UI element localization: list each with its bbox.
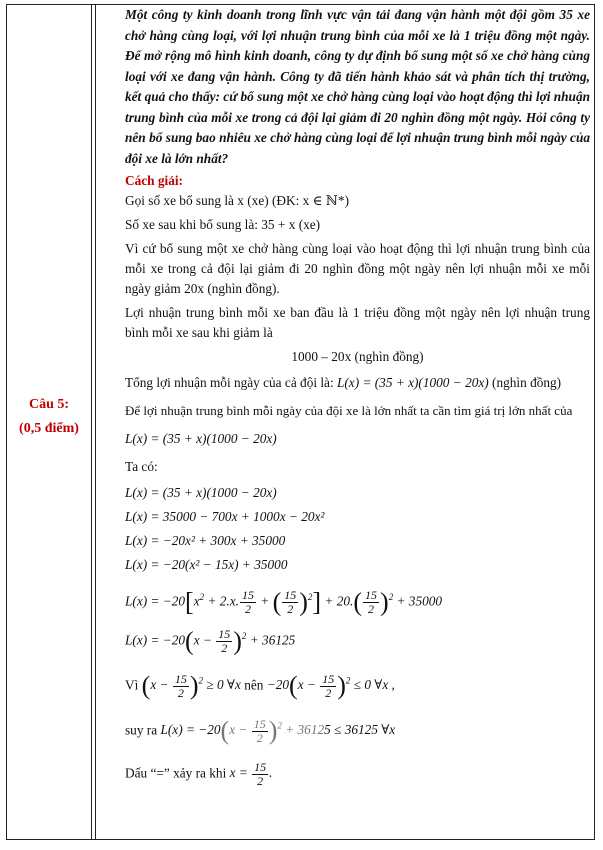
eq-9: Dấu “=” xảy ra khi x = $\frac{15}{2}$ . — [125, 759, 273, 788]
line-5: 1000 – 20x (nghìn đồng) — [291, 349, 424, 364]
line-3: Vì cứ bổ sung một xe chở hàng cùng loại vào hoạt động thì lợi nhuận trung bình của mỗi xe trong cả đội lại giảm đi 20 nghìn đồng một ngày nên lợi nhuận mỗi xe mỗi ngày giảm 20x (nghìn đồng). — [125, 241, 590, 296]
question-text: Một công ty kinh doanh trong lĩnh vực vận tải đang vận hành một đội gồm 35 xe chở hàng cùng loại, với lợi nhuận trung bình của mỗi xe là 1 triệu đồng một ngày. Để mở rộng mô hình kinh doanh, công ty dự định bổ sung một số xe chở hàng cùng loại với xe đang vận hành. Công ty đã tiến hành khảo sát và phân tích thị trường, kết quả cho thấy: cứ bổ sung một xe chở hàng cùng loại vào hoạt động thì lợi nhuận trung bình của mỗi xe trong cả đội lại giảm đi 20 nghìn đồng một ngày. Hỏi công ty nên bổ sung bao nhiêu xe chở hàng cùng loại để lợi nhuận trung bình mỗi ngày của đội xe là lớn nhất? — [125, 7, 590, 166]
line-6-unit: (nghìn đồng) — [492, 375, 562, 390]
line-1: Gọi số xe bổ sung là x (xe) (ĐK: x ∈ ℕ*) — [125, 193, 350, 208]
eq-2: L(x) = 35000 − 700x + 1000x − 20x² — [125, 509, 325, 524]
column-divider-inner — [95, 5, 96, 839]
eq-8-suyra: suy ra — [125, 722, 158, 738]
line-6 — [125, 373, 590, 393]
eq-7-vi: Vì — [125, 677, 139, 693]
eq-9-dau: Dấu “=” xảy ra khi — [125, 765, 227, 781]
solution-heading: Cách giải: — [125, 173, 183, 188]
line-8: L(x) = (35 + x)(1000 − 20x) — [125, 431, 277, 446]
eq-7-nen: nên — [244, 677, 264, 693]
question-label-cell — [7, 393, 91, 441]
line-6-text: Tổng lợi nhuận mỗi ngày của cả đội là: — [125, 375, 334, 390]
solution-table — [6, 4, 595, 840]
eq-4: L(x) = −20(x² − 15x) + 35000 — [125, 557, 288, 572]
line-9: Ta có: — [125, 459, 158, 474]
column-divider — [91, 5, 92, 839]
line-7: Để lợi nhuận trung bình mỗi ngày của đội xe là lớn nhất ta cần tìm giá trị lớn nhất của — [125, 403, 573, 418]
line-4: Lợi nhuận trung bình mỗi xe ban đầu là 1 triệu đồng một ngày nên lợi nhuận trung bình mỗi xe sau khi giảm là — [125, 305, 590, 340]
eq-7: Vì (x − $\frac{15}{2}$ )$^2$ ≥ 0 ∀x nên −20(x − $\frac{15}{2}$ )$^2$ ≤ 0 ∀x , — [125, 671, 395, 701]
line-6-formula: L(x) = (35 + x)(1000 − 20x) — [336, 375, 489, 390]
question-label: Câu 5: — [28, 397, 70, 412]
line-2: Số xe sau khi bổ sung là: 35 + x (xe) — [125, 217, 321, 232]
points-label: (0,5 điểm) — [19, 421, 79, 436]
eq-8: suy ra L(x) = −20(x − $\frac{15}{2}$ )$^2$ + 36125 ≤ 36125 ∀x — [125, 716, 396, 745]
eq-3: L(x) = −20x² + 300x + 35000 — [125, 533, 286, 548]
eq-6: L(x) = −20(x − $\frac{15}{2}$ )$^2$ + 36125 — [125, 626, 296, 656]
eq-5: $L(x) = -20[x^2 + 2.x$. $\frac{15}{2}$ + ( $\frac{15}{2}$ )$^2$] + 20.( $\frac{15}{2}$ )$^2$ + 35000 — [125, 587, 443, 617]
eq-1: L(x) = (35 + x)(1000 − 20x) — [125, 485, 277, 500]
content-cell — [125, 5, 590, 788]
